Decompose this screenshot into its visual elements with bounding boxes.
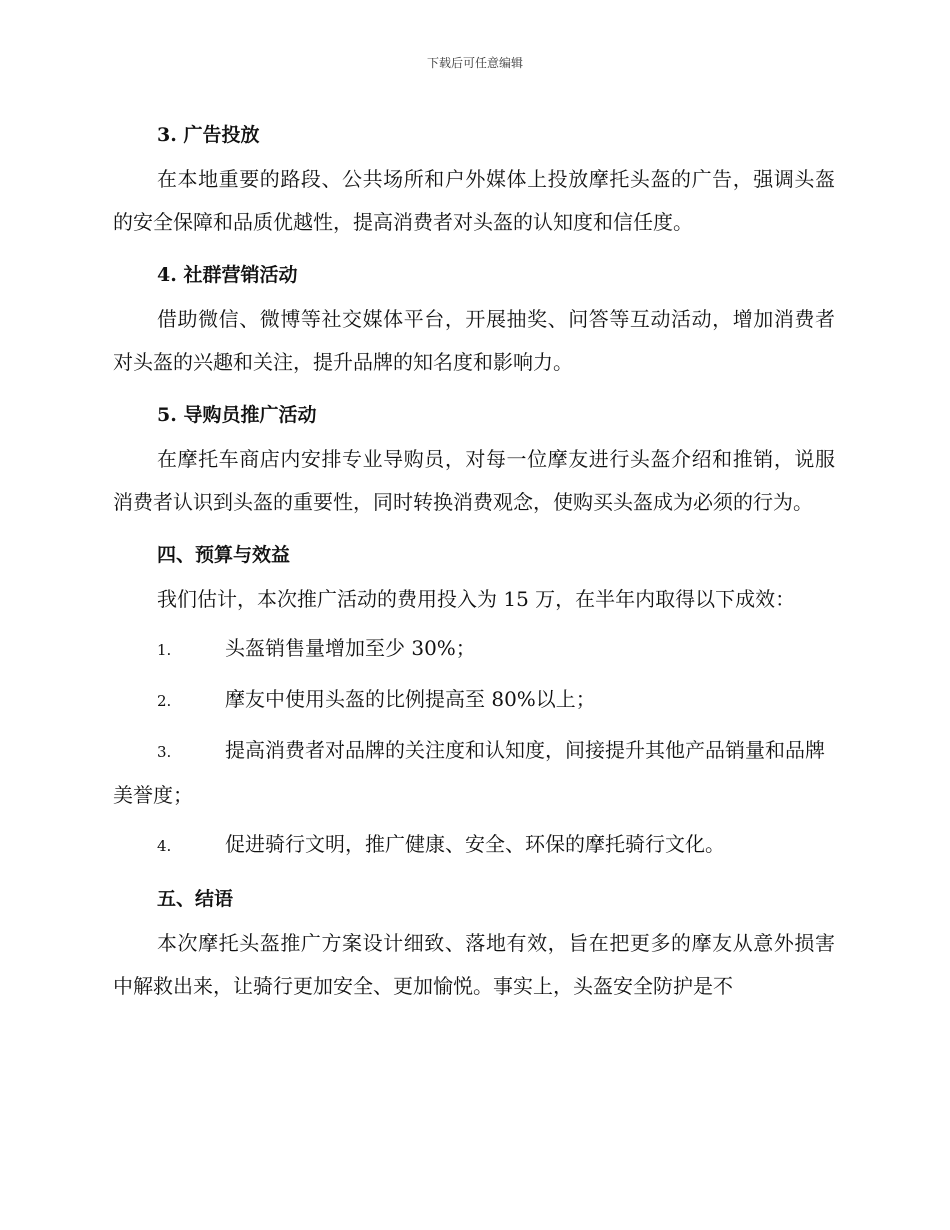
list-item xyxy=(113,823,835,868)
section-heading-budget: 四、预算与效益 xyxy=(157,544,291,566)
list-item xyxy=(113,729,835,817)
section-heading-sales-guide: 5. 导购员推广活动 xyxy=(157,404,317,426)
list-item-text: 头盔销售量增加至少 30%； xyxy=(225,636,476,660)
document-body xyxy=(113,104,835,1014)
list-item-number: 3. xyxy=(157,743,172,761)
paragraph-community-marketing: 借助微信、微博等社交媒体平台，开展抽奖、问答等互动活动，增加消费者对头盔的兴趣和关注，提升品牌的知名度和影响力。 xyxy=(113,307,835,374)
paragraph-budget: 我们估计，本次推广活动的费用投入为 15 万，在半年内取得以下成效： xyxy=(157,587,796,611)
section-heading-community-marketing: 4. 社群营销活动 xyxy=(157,264,298,286)
paragraph-sales-guide: 在摩托车商店内安排专业导购员，对每一位摩友进行头盔介绍和推销，说服消费者认识到头盔的重要性，同时转换消费观念，使购买头盔成为必须的行为。 xyxy=(113,447,835,514)
paragraph-ad-placement: 在本地重要的路段、公共场所和户外媒体上投放摩托头盔的广告，强调头盔的安全保障和品质优越性，提高消费者对头盔的认知度和信任度。 xyxy=(113,167,835,234)
paragraph-conclusion: 本次摩托头盔推广方案设计细致、落地有效，旨在把更多的摩友从意外损害中解救出来，让骑行更加安全、更加愉悦。事实上，头盔安全防护是不 xyxy=(113,931,835,998)
section-heading-ad-placement: 3. 广告投放 xyxy=(157,124,260,146)
list-item xyxy=(113,678,835,723)
section-heading-conclusion: 五、结语 xyxy=(157,888,234,910)
list-item-text: 提高消费者对品牌的关注度和认知度，间接提升其他产品销量和品牌美誉度； xyxy=(113,738,825,807)
list-item-text: 摩友中使用头盔的比例提高至 80%以上； xyxy=(225,687,596,711)
list-item-number: 2. xyxy=(157,692,172,710)
list-item-number: 4. xyxy=(157,837,172,855)
list-item xyxy=(113,627,835,672)
page-header-note: 下载后可任意编辑 xyxy=(426,56,523,70)
list-item-number: 1. xyxy=(157,641,172,659)
list-item-text: 促进骑行文明，推广健康、安全、环保的摩托骑行文化。 xyxy=(225,832,725,856)
